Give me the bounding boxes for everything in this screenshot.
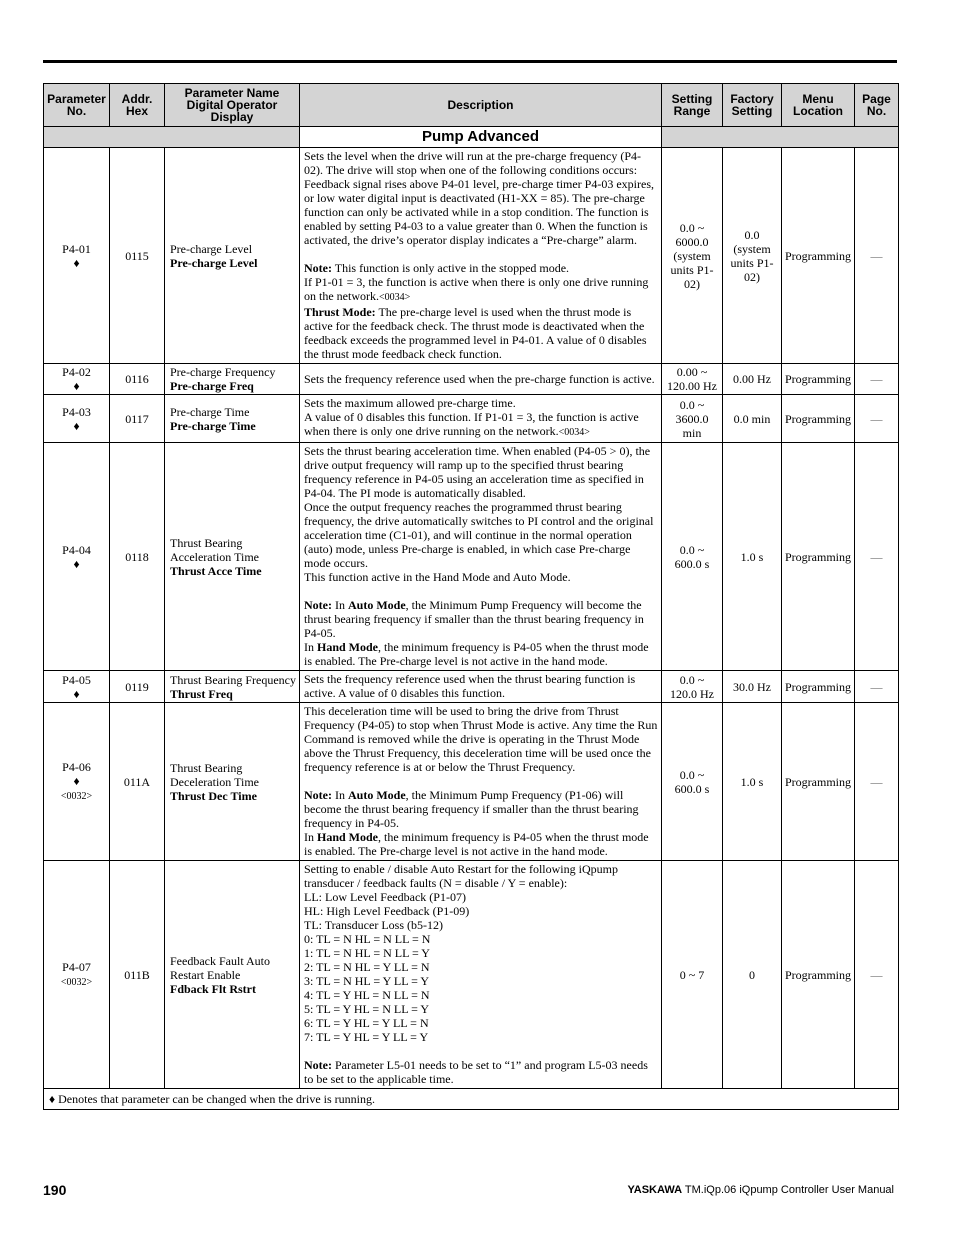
addr-cell: 0119 [110, 671, 165, 703]
header-row [44, 84, 899, 127]
range-cell: 0 ~ 7 [662, 861, 723, 1089]
page-cell: — [855, 703, 899, 861]
setting-line: HL: High Level Feedback (P1-09) [304, 904, 470, 918]
menu-cell: Programming [782, 148, 855, 364]
addr-cell: 0116 [110, 364, 165, 395]
param-no-cell: P4-04 ♦ [44, 443, 110, 671]
page-cell: — [855, 148, 899, 364]
addr-cell: 0117 [110, 395, 165, 443]
range-cell: 0.00 ~ 120.00 Hz [662, 364, 723, 395]
setting-line: 3: TL = N HL = Y LL = Y [304, 974, 430, 988]
description-cell: Sets the frequency reference used when the pre-charge function is active. [300, 364, 662, 395]
group-row [44, 127, 899, 148]
header-page: Page No. [855, 84, 899, 127]
description-cell: Sets the level when the drive will run at the pre-charge frequency (P4-02). The drive will stop when one of the following conditions occurs: Feedback signal rises above P4-01 level, pre-charge timer P4-03 expires, or low water digital input is deactivated (H1-XX = 85). The pre-charge function can only be activated while in a stop condition. The function is enabled by setting P4-03 to a value greater than 0. When the function is activated, the drive’s operator display indicates a “Pre-charge” alarm. Note: This function is only active in the stopped mode. If P1-01 = 3, the function is active when there is only one drive running on the network.<0034> Thrust Mode: The pre-charge level is used when the thrust mode is active for the feedback check. The thrust mode is deactivated when the feedback exceeds the programmed level in P4-01. A value of 0 disables the thrust mode feedback check function. [300, 148, 662, 364]
header-addr: Addr. Hex [110, 84, 165, 127]
name-cell: Thrust Bearing Deceleration Time Thrust Dec Time [165, 703, 300, 861]
param-no-cell: P4-05 ♦ [44, 671, 110, 703]
setting-line: 6: TL = Y HL = Y LL = N [304, 1016, 429, 1030]
diamond-icon: ♦ [73, 379, 80, 393]
addr-cell: 0115 [110, 148, 165, 364]
range-cell: 0.0 ~ 3600.0 min [662, 395, 723, 443]
factory-cell: 30.0 Hz [723, 671, 782, 703]
setting-line: 2: TL = N HL = Y LL = N [304, 960, 430, 974]
menu-cell: Programming [782, 861, 855, 1089]
table-row [44, 148, 899, 364]
range-cell: 0.0 ~ 600.0 s [662, 703, 723, 861]
footnote-row [44, 1089, 899, 1110]
name-cell: Pre-charge Level Pre-charge Level [165, 148, 300, 364]
param-no-cell: P4-03 ♦ [44, 395, 110, 443]
top-rule [43, 60, 897, 63]
setting-line: 4: TL = Y HL = N LL = N [304, 988, 430, 1002]
page-cell: — [855, 861, 899, 1089]
addr-cell: 0118 [110, 443, 165, 671]
description-cell: Sets the maximum allowed pre-charge time. A value of 0 disables this function. If P1-01 = 3, the function is active when there is only one drive running on the network.<0034> [300, 395, 662, 443]
factory-cell: 0.00 Hz [723, 364, 782, 395]
setting-line: 7: TL = Y HL = Y LL = Y [304, 1030, 429, 1044]
factory-cell: 1.0 s [723, 443, 782, 671]
footnote: ♦ Denotes that parameter can be changed when the drive is running. [44, 1089, 899, 1110]
param-no-cell: P4-06 ♦ <0032> [44, 703, 110, 861]
setting-line: TL: Transducer Loss (b5-12) [304, 918, 443, 932]
range-cell: 0.0 ~ 6000.0 (system units P1-02) [662, 148, 723, 364]
description-cell: Setting to enable / disable Auto Restart for the following iQpump transducer / feedback faults (N = disable / Y = enable): LL: Low Level Feedback (P1-07) HL: High Level Feedback (P1-09) TL: Transducer Loss (b5-12) 0: TL = N HL = N LL = N 1: TL = N HL = N LL = Y 2: TL = N HL = Y LL = N 3: TL = N HL = Y LL = Y 4: TL = Y HL = N LL = N 5: TL = Y HL = N LL = Y 6: TL = Y HL = Y LL = N 7: TL = Y HL = Y LL = Y Note: Parameter L5-01 needs to be set to “1” and program L5-03 needs to be set to the applicable time. [300, 861, 662, 1089]
menu-cell: Programming [782, 671, 855, 703]
factory-cell: 0.0 min [723, 395, 782, 443]
header-menu: Menu Location [782, 84, 855, 127]
table-row [44, 395, 899, 443]
param-no-cell: P4-02 ♦ [44, 364, 110, 395]
name-cell: Pre-charge Frequency Pre-charge Freq [165, 364, 300, 395]
table-row [44, 671, 899, 703]
setting-line: 1: TL = N HL = N LL = Y [304, 946, 430, 960]
description-cell: Sets the frequency reference used when the thrust bearing function is active. A value of 0 disables this function. [300, 671, 662, 703]
parameter-table [43, 83, 899, 1110]
table-row [44, 443, 899, 671]
addr-cell: 011B [110, 861, 165, 1089]
param-no-cell: P4-07 <0032> [44, 861, 110, 1089]
setting-line: LL: Low Level Feedback (P1-07) [304, 890, 466, 904]
name-cell: Thrust Bearing Frequency Thrust Freq [165, 671, 300, 703]
setting-line: 5: TL = Y HL = N LL = Y [304, 1002, 430, 1016]
manual-title: YASKAWA TM.iQp.06 iQpump Controller User Manual [627, 1184, 894, 1196]
menu-cell: Programming [782, 443, 855, 671]
description-cell: This deceleration time will be used to bring the drive from Thrust Frequency (P4-05) to stop when Thrust Mode is active. Any time the Run Command is removed while the drive is operating in the Thrust Mode above the Thrust Frequency, this deceleration time will be used once the frequency reference is at or below the Thrust Frequency. Note: In Auto Mode, the Minimum Pump Frequency (P1-06) will become the thrust bearing frequency if smaller than the thrust bearing frequency in P4-05. In Hand Mode, the minimum frequency is P4-05 when the thrust mode is enabled. The Pre-charge level is not active in the hand mode. [300, 703, 662, 861]
page-cell: — [855, 443, 899, 671]
page-cell: — [855, 671, 899, 703]
name-cell: Feedback Fault Auto Restart Enable Fdback Flt Rstrt [165, 861, 300, 1089]
name-cell: Pre-charge Time Pre-charge Time [165, 395, 300, 443]
header-factory: Factory Setting [723, 84, 782, 127]
description-cell: Sets the thrust bearing acceleration time. When enabled (P4-05 > 0), the drive output frequency will ramp up to the specified thrust bearing frequency reference in P4-05 using an acceleration time as specified in P4-04. The PI mode is automatically disabled. Once the output frequency reaches the programmed thrust bearing frequency, the drive automatically switches to PI control and the original acceleration time (C1-01), and will continue in the normal operation (auto) mode, unless Pre-charge is enabled, in which case Pre-charge mode occurs. This function active in the Hand Mode and Auto Mode. Note: In Auto Mode, the Minimum Pump Frequency will become the thrust bearing frequency if smaller than the thrust bearing frequency in P4-05. In Hand Mode, the minimum frequency is P4-05 when the thrust mode is enabled. The Pre-charge level is not active in the hand mode. [300, 443, 662, 671]
setting-line: 0: TL = N HL = N LL = N [304, 932, 431, 946]
factory-cell: 1.0 s [723, 703, 782, 861]
table-row [44, 703, 899, 861]
diamond-icon: ♦ [73, 773, 80, 788]
page-cell: — [855, 395, 899, 443]
diamond-icon: ♦ [73, 556, 80, 571]
param-no-cell: P4-01 ♦ [44, 148, 110, 364]
menu-cell: Programming [782, 703, 855, 861]
addr-cell: 011A [110, 703, 165, 861]
diamond-icon: ♦ [73, 418, 80, 433]
diamond-icon: ♦ [73, 686, 80, 701]
factory-cell: 0 [723, 861, 782, 1089]
header-range: Setting Range [662, 84, 723, 127]
header-name: Parameter Name Digital Operator Display [165, 84, 300, 127]
diamond-icon: ♦ [73, 255, 80, 270]
page-number: 190 [43, 1182, 67, 1198]
header-description: Description [300, 84, 662, 127]
brand-name: YASKAWA [627, 1184, 683, 1196]
factory-cell: 0.0 (system units P1-02) [723, 148, 782, 364]
menu-cell: Programming [782, 395, 855, 443]
header-param-no: Parameter No. [44, 84, 110, 127]
table-row [44, 861, 899, 1089]
menu-cell: Programming [782, 364, 855, 395]
table-row [44, 364, 899, 395]
group-title: Pump Advanced [300, 127, 662, 148]
name-cell: Thrust Bearing Acceleration Time Thrust Acce Time [165, 443, 300, 671]
range-cell: 0.0 ~ 120.0 Hz [662, 671, 723, 703]
page-cell: — [855, 364, 899, 395]
range-cell: 0.0 ~ 600.0 s [662, 443, 723, 671]
